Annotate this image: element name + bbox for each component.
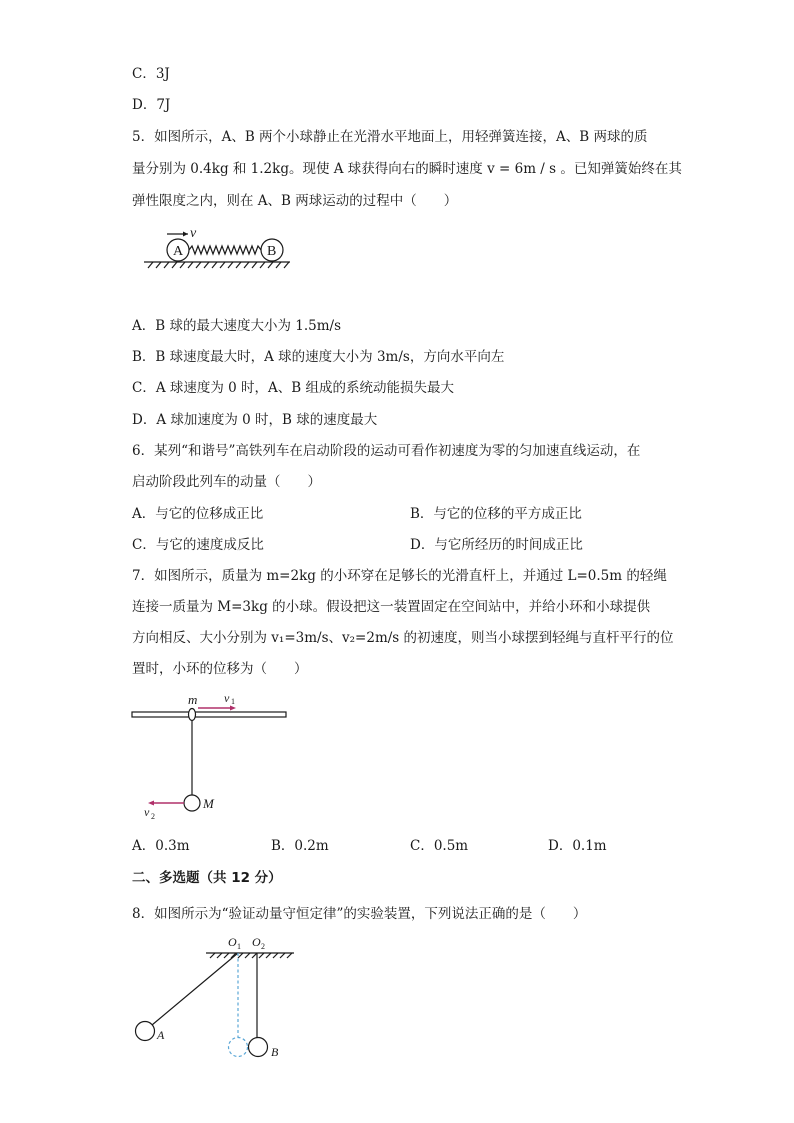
q5-text-line3: 弹性限度之内，则在 A、B 两球运动的过程中（ ） bbox=[132, 193, 458, 209]
section-heading-multiple-choice: 二、多选题（共 12 分） bbox=[132, 870, 282, 886]
q7-option-b: B．0.2m bbox=[271, 838, 329, 854]
q6-option-d: D．与它所经历的时间成正比 bbox=[410, 537, 583, 553]
velocity-label: v bbox=[190, 226, 197, 241]
string-a bbox=[152, 953, 238, 1025]
ball-a-rest-dashed bbox=[229, 1038, 248, 1057]
q7-text-line4: 置时，小环的位移为（ ） bbox=[132, 661, 308, 677]
q5-option-b: B．B 球速度最大时，A 球的速度大小为 3m/s，方向水平向左 bbox=[132, 349, 505, 365]
q5-option-a: A．B 球的最大速度大小为 1.5m/s bbox=[132, 318, 341, 334]
v2-label: v bbox=[144, 805, 150, 819]
q7-option-c: C．0.5m bbox=[410, 838, 469, 854]
v1-subscript: 1 bbox=[231, 697, 235, 706]
ball-a-label: A bbox=[173, 244, 184, 259]
q6-text-line1: 6．某列“和谐号”高铁列车在启动阶段的运动可看作初速度为零的匀加速直线运动，在 bbox=[132, 443, 641, 459]
q6-option-b: B．与它的位移的平方成正比 bbox=[410, 506, 582, 522]
ring-label: m bbox=[188, 692, 198, 707]
q8-figure-pendulums bbox=[130, 932, 300, 1064]
q7-text-line3: 方向相反、大小分别为 v₁=3m/s、v₂=2m/s 的初速度，则当小球摆到轻绳与直杆平行的位 bbox=[132, 630, 674, 646]
spring bbox=[189, 246, 261, 254]
o2-label: O bbox=[252, 935, 261, 949]
q7-figure-ring-rod bbox=[128, 688, 294, 824]
ball-label: M bbox=[203, 796, 214, 811]
ball-a-label: A bbox=[157, 1028, 165, 1042]
prev-option-d: D．7J bbox=[132, 97, 171, 113]
q5-text-line1: 5．如图所示，A、B 两个小球静止在光滑水平地面上，用轻弹簧连接，A、B 两球的质 bbox=[132, 129, 648, 145]
q6-option-c: C．与它的速度成反比 bbox=[132, 537, 264, 553]
q6-option-a: A．与它的位移成正比 bbox=[132, 506, 264, 522]
q7-text-line1: 7．如图所示，质量为 m=2kg 的小环穿在足够长的光滑直杆上，并通过 L=0.5m 的轻绳 bbox=[132, 568, 667, 584]
ring bbox=[189, 709, 196, 721]
o1-label: O bbox=[228, 935, 237, 949]
q5-figure-spring-balls bbox=[140, 222, 300, 274]
q6-text-line2: 启动阶段此列车的动量（ ） bbox=[132, 474, 321, 490]
o2-subscript: 2 bbox=[261, 942, 265, 951]
ball-m bbox=[184, 795, 200, 811]
v1-label: v bbox=[224, 691, 230, 705]
q8-text-line1: 8．如图所示为“验证动量守恒定律”的实验装置，下列说法正确的是（ ） bbox=[132, 906, 587, 922]
o1-subscript: 1 bbox=[237, 942, 241, 951]
q5-option-c: C．A 球速度为 0 时，A、B 组成的系统动能损失最大 bbox=[132, 380, 455, 396]
rod bbox=[132, 712, 286, 717]
q7-option-d: D．0.1m bbox=[548, 838, 607, 854]
q7-option-a: A．0.3m bbox=[132, 838, 190, 854]
prev-option-c: C．3J bbox=[132, 66, 170, 82]
ball-b-label: B bbox=[271, 1045, 279, 1059]
v2-subscript: 2 bbox=[151, 812, 155, 821]
q7-text-line2: 连接一质量为 M=3kg 的小球。假设把这一装置固定在空间站中，并给小环和小球提供 bbox=[132, 599, 651, 615]
ball-b bbox=[249, 1038, 268, 1057]
ball-b-label: B bbox=[267, 244, 277, 259]
q5-text-line2: 量分别为 0.4kg 和 1.2kg。现使 A 球获得向右的瞬时速度 v = 6m / s 。已知弹簧始终在其 bbox=[132, 161, 682, 177]
ball-a bbox=[136, 1022, 155, 1041]
q5-option-d: D．A 球加速度为 0 时，B 球的速度最大 bbox=[132, 412, 378, 428]
